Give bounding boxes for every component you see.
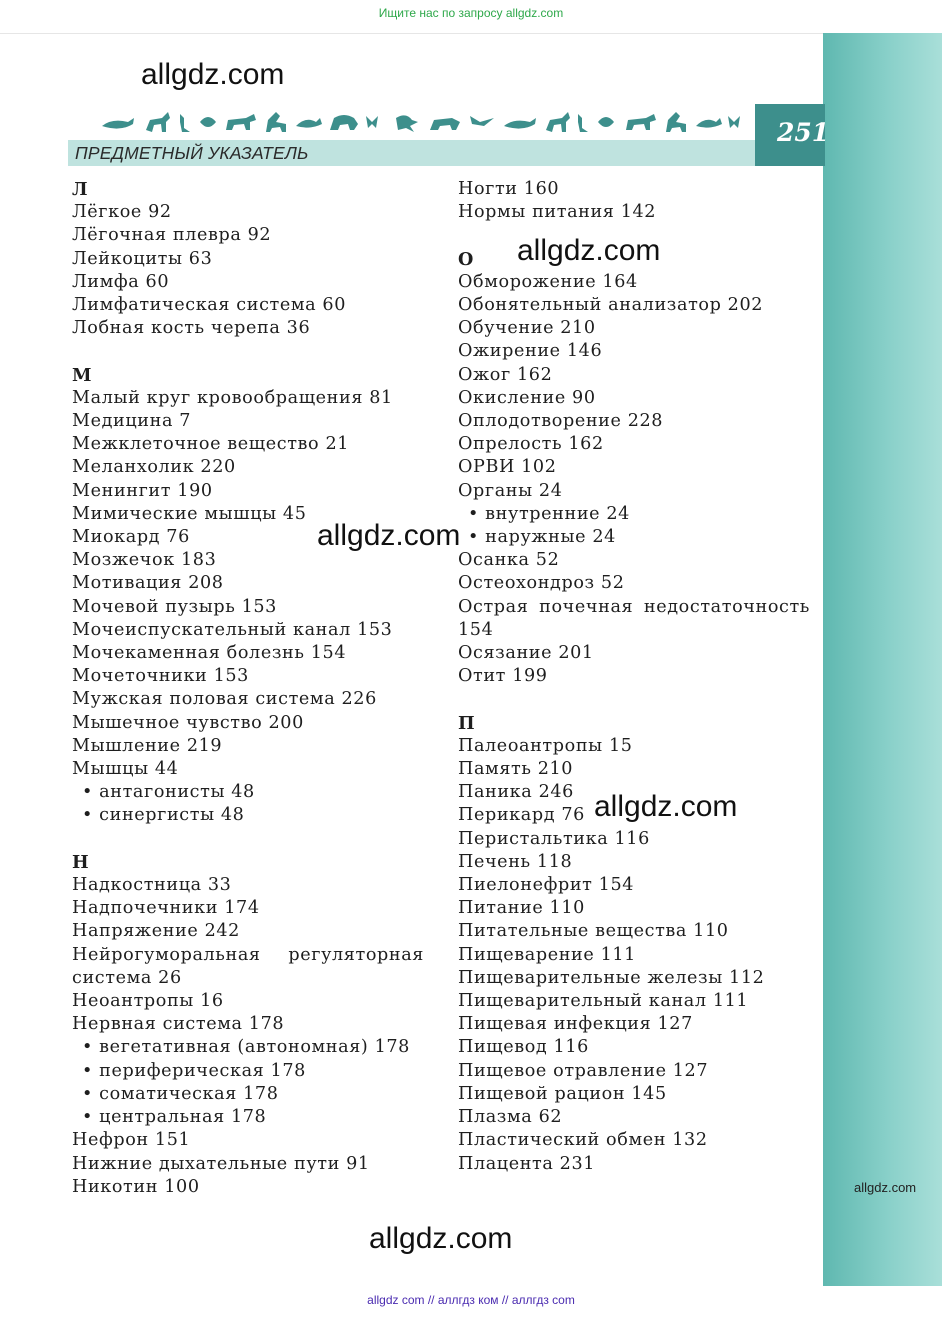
index-entry: Осанка 52 — [458, 550, 560, 571]
watermark: allgdz.com — [317, 519, 461, 552]
index-entry: Мочеточники 153 — [72, 666, 249, 687]
index-entry: Напряжение 242 — [72, 921, 240, 942]
index-entry: Мотивация 208 — [72, 573, 224, 594]
index-entry: Отит 199 — [458, 666, 548, 687]
index-entry: Пищевод 116 — [458, 1037, 589, 1058]
index-entry: Никотин 100 — [72, 1176, 200, 1197]
index-entry: Мышление 219 — [72, 735, 223, 756]
index-entry: Лейкоциты 63 — [72, 248, 213, 269]
watermark: allgdz.com — [594, 790, 738, 823]
letter-heading-l: Л — [72, 179, 89, 200]
index-entry: Межклеточное вещество 21 — [72, 434, 350, 455]
letter-heading-m: М — [72, 364, 93, 386]
index-entry: Обучение 210 — [458, 318, 596, 339]
index-entry-wrapped: Нейрогуморальная регуляторная — [72, 944, 424, 965]
index-subentry: • внутренние 24 — [458, 503, 818, 526]
letter-heading-n: Н — [72, 851, 90, 873]
index-subentry: • антагонисты 48 — [72, 781, 432, 804]
index-entry: Осязание 201 — [458, 643, 594, 664]
index-entry: Паника 246 — [458, 782, 574, 803]
watermark: allgdz.com — [517, 234, 661, 267]
index-entry: Пищеварение 111 — [458, 944, 636, 965]
index-entry: Лимфатическая система 60 — [72, 295, 347, 316]
index-entry: Неоантропы 16 — [72, 991, 224, 1012]
index-entry: Ожог 162 — [458, 364, 553, 385]
index-entry: Плазма 62 — [458, 1107, 563, 1128]
index-entry: Нефрон 151 — [72, 1130, 191, 1151]
index-entry: Ожирение 146 — [458, 341, 603, 362]
index-subentry: • периферическая 178 — [72, 1060, 432, 1083]
section-header-title: ПРЕДМЕТНЫЙ УКАЗАТЕЛЬ — [75, 143, 309, 163]
index-entry: Обморожение 164 — [458, 271, 638, 292]
index-column-right — [458, 178, 818, 1176]
index-subentry: • наружные 24 — [458, 526, 818, 549]
watermark-side: allgdz.com — [854, 1180, 917, 1195]
index-entry: Мужская половая система 226 — [72, 689, 377, 710]
index-entry: Мочеиспускательный канал 153 — [72, 619, 393, 640]
index-entry: Окисление 90 — [458, 387, 596, 408]
index-subentry: • вегетативная (автономная) 178 — [72, 1036, 432, 1059]
index-entry: Лимфа 60 — [72, 271, 170, 292]
index-entry: Менингит 190 — [72, 480, 213, 501]
spacer — [72, 828, 432, 851]
index-entry: Опрелость 162 — [458, 434, 604, 455]
index-column-left — [72, 178, 432, 1199]
index-entry: Нормы питания 142 — [458, 202, 657, 223]
spacer — [458, 688, 818, 711]
index-subentry: • соматическая 178 — [72, 1083, 432, 1106]
index-entry: Мочевой пузырь 153 — [72, 596, 277, 617]
index-entry: Пищевая инфекция 127 — [458, 1014, 693, 1035]
index-entry: Медицина 7 — [72, 411, 192, 432]
index-entry: Надпочечники 174 — [72, 898, 260, 919]
index-entry: Палеоантропы 15 — [458, 735, 633, 756]
index-entry: Пластический обмен 132 — [458, 1130, 708, 1151]
index-entry: Нижние дыхательные пути 91 — [72, 1153, 370, 1174]
index-entry: Мозжечок 183 — [72, 550, 217, 571]
index-entry: Плацента 231 — [458, 1153, 596, 1174]
index-entry: Лобная кость черепа 36 — [72, 318, 311, 339]
bottom-links[interactable]: allgdz com // аллгдз ком // аллгдз com — [367, 1293, 575, 1307]
index-subentry: • центральная 178 — [72, 1106, 432, 1129]
index-entry: Нервная система 178 — [72, 1014, 285, 1035]
watermark: allgdz.com — [369, 1222, 513, 1255]
index-entry: Пищевое отравление 127 — [458, 1060, 709, 1081]
index-entry: Мочекаменная болезнь 154 — [72, 643, 347, 664]
index-entry: Пищевой рацион 145 — [458, 1083, 667, 1104]
index-entry: Память 210 — [458, 759, 574, 780]
index-entry: Питательные вещества 110 — [458, 921, 729, 942]
index-entry: Остеохондроз 52 — [458, 573, 625, 594]
letter-heading-p: П — [458, 712, 476, 734]
index-entry: Лёгочная плевра 92 — [72, 225, 272, 246]
letter-heading-o: О — [458, 248, 474, 270]
index-entry: Органы 24 — [458, 480, 563, 501]
index-entry: Перистальтика 116 — [458, 828, 650, 849]
top-banner[interactable]: Ищите нас по запросу allgdz.com — [378, 6, 564, 20]
index-entry: Меланхолик 220 — [72, 457, 236, 478]
index-entry: Мимические мышцы 45 — [72, 503, 307, 524]
index-entry: Пищеварительный канал 111 — [458, 991, 749, 1012]
index-entry: Пищеварительные железы 112 — [458, 967, 765, 988]
index-entry: Лёгкое 92 — [72, 202, 172, 223]
index-entry: Питание 110 — [458, 898, 585, 919]
index-entry: Миокард 76 — [72, 527, 190, 548]
index-entry: Мышцы 44 — [72, 759, 179, 780]
index-entry: Пиелонефрит 154 — [458, 875, 635, 896]
right-decorative-strip — [823, 33, 942, 1286]
index-entry: Ногти 160 — [458, 179, 560, 199]
index-entry: Обонятельный анализатор 202 — [458, 295, 764, 315]
index-entry-wrapped: Острая почечная недостаточность — [458, 596, 810, 617]
index-entry: ОРВИ 102 — [458, 457, 557, 478]
index-entry: Мышечное чувство 200 — [72, 712, 304, 733]
animal-silhouettes-icon — [100, 108, 750, 138]
index-subentry: • синергисты 48 — [72, 804, 432, 827]
page-number: 251 — [777, 118, 830, 147]
index-entry: Печень 118 — [458, 851, 573, 872]
spacer — [72, 340, 432, 363]
watermark: allgdz.com — [141, 58, 285, 91]
index-entry: Малый круг кровообращения 81 — [72, 387, 393, 408]
index-entry-continuation: система 26 — [72, 967, 182, 988]
index-entry-continuation: 154 — [458, 619, 494, 640]
index-entry: Перикард 76 — [458, 805, 585, 826]
index-entry: Оплодотворение 228 — [458, 411, 664, 432]
index-entry: Надкостница 33 — [72, 875, 232, 896]
